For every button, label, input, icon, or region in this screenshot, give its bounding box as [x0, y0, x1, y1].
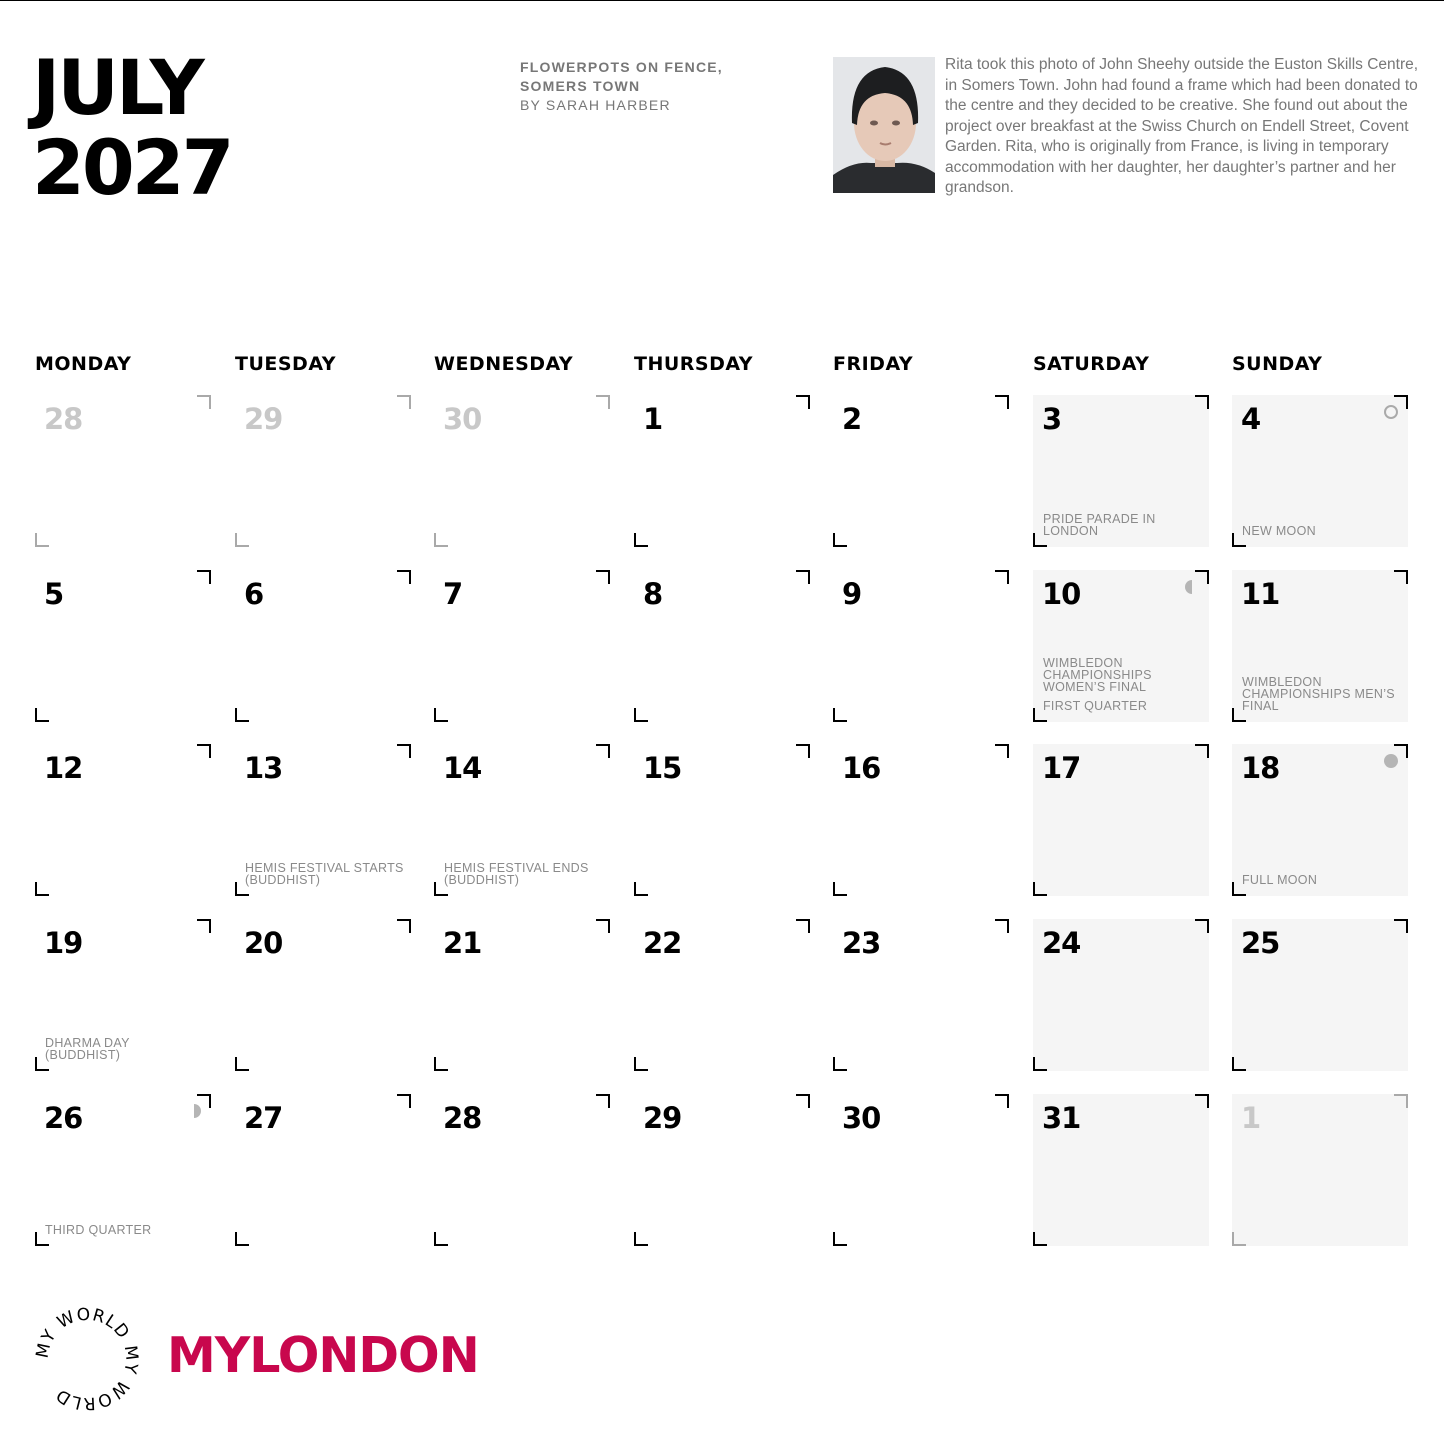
day-number: 18 [1241, 751, 1280, 785]
corner-mark-top-right [1195, 919, 1209, 933]
month-title: JULY [32, 43, 202, 132]
day-number: 28 [44, 402, 83, 436]
corner-mark-top-right [796, 570, 810, 584]
corner-mark-top-right [1394, 570, 1408, 584]
day-cell [634, 919, 810, 1071]
day-number: 7 [443, 577, 463, 611]
corner-mark-bottom-left [434, 1057, 448, 1071]
corner-mark-top-right [397, 919, 411, 933]
corner-mark-bottom-left [1232, 1232, 1246, 1246]
weekday-monday: MONDAY [35, 353, 132, 375]
new-moon-icon [1384, 405, 1398, 419]
event-note-text: NEW MOON [1242, 524, 1316, 538]
corner-mark-top-right [995, 570, 1009, 584]
corner-mark-bottom-left [634, 533, 648, 547]
day-number: 29 [643, 1101, 682, 1135]
day-cell [1232, 1094, 1408, 1246]
day-cell [1033, 570, 1209, 722]
corner-mark-top-right [1394, 1094, 1408, 1108]
corner-mark-bottom-left [1033, 1057, 1047, 1071]
day-cell [235, 395, 411, 547]
day-cell [35, 919, 211, 1071]
moon-phase-note: FIRST QUARTER [1043, 699, 1148, 713]
day-cell [1232, 919, 1408, 1071]
event-note-text: THIRD QUARTER [45, 1223, 152, 1237]
weekday-sunday: SUNDAY [1232, 353, 1323, 375]
corner-mark-bottom-left [235, 1232, 249, 1246]
corner-mark-top-right [596, 1094, 610, 1108]
day-number: 21 [443, 926, 482, 960]
day-cell [434, 395, 610, 547]
corner-mark-bottom-left [833, 708, 847, 722]
day-number: 12 [44, 751, 83, 785]
brand-wordmark: MYLONDON [167, 1327, 479, 1384]
full-moon-icon [1384, 754, 1398, 768]
corner-mark-top-right [397, 744, 411, 758]
corner-mark-top-right [197, 919, 211, 933]
day-cell [833, 570, 1009, 722]
event-note [1043, 657, 1203, 712]
my-world-ring [32, 1304, 142, 1414]
day-number: 1 [643, 402, 663, 436]
day-cell [235, 1094, 411, 1246]
event-note [1043, 513, 1203, 537]
event-note [45, 1037, 205, 1061]
corner-mark-top-right [995, 919, 1009, 933]
day-cell [434, 744, 610, 896]
day-number: 13 [244, 751, 283, 785]
event-note-text: WIMBLEDON CHAMPIONSHIPS WOMEN’S FINAL [1043, 656, 1152, 694]
day-cell [634, 1094, 810, 1246]
day-cell [35, 395, 211, 547]
corner-mark-top-right [995, 1094, 1009, 1108]
day-number: 17 [1042, 751, 1081, 785]
photo-title: FLOWERPOTS ON FENCE, SOMERS TOWN [520, 59, 723, 94]
corner-mark-top-right [796, 919, 810, 933]
corner-mark-top-right [995, 395, 1009, 409]
corner-mark-top-right [197, 744, 211, 758]
corner-mark-bottom-left [1033, 882, 1047, 896]
day-cell [833, 1094, 1009, 1246]
weekday-thursday: THURSDAY [634, 353, 754, 375]
top-rule [0, 0, 1444, 1]
day-cell [434, 570, 610, 722]
event-note-text: DHARMA DAY (BUDDHIST) [45, 1036, 130, 1062]
corner-mark-bottom-left [833, 882, 847, 896]
day-number: 27 [244, 1101, 283, 1135]
corner-mark-top-right [197, 570, 211, 584]
day-number: 25 [1241, 926, 1280, 960]
day-number: 29 [244, 402, 283, 436]
day-number: 16 [842, 751, 881, 785]
day-cell [1232, 395, 1408, 547]
day-number: 9 [842, 577, 862, 611]
day-cell [434, 1094, 610, 1246]
corner-mark-top-right [796, 395, 810, 409]
corner-mark-bottom-left [35, 882, 49, 896]
day-number: 8 [643, 577, 663, 611]
day-cell [1033, 1094, 1209, 1246]
day-number: 22 [643, 926, 682, 960]
day-number: 4 [1241, 402, 1261, 436]
portrait-photo [833, 57, 935, 193]
day-number: 2 [842, 402, 862, 436]
corner-mark-top-right [1195, 395, 1209, 409]
day-number: 15 [643, 751, 682, 785]
year-title: 2027 [32, 123, 232, 212]
day-number: 5 [44, 577, 64, 611]
day-number: 30 [842, 1101, 881, 1135]
day-number: 11 [1241, 577, 1280, 611]
day-number: 10 [1042, 577, 1081, 611]
event-note [245, 862, 405, 886]
weekday-friday: FRIDAY [833, 353, 914, 375]
corner-mark-top-right [397, 395, 411, 409]
corner-mark-bottom-left [634, 882, 648, 896]
event-note-text: HEMIS FESTIVAL ENDS (BUDDHIST) [444, 861, 589, 887]
event-note-text: FULL MOON [1242, 873, 1318, 887]
day-cell [1033, 919, 1209, 1071]
corner-mark-top-right [1195, 570, 1209, 584]
corner-mark-top-right [596, 395, 610, 409]
my-world-logo [32, 1304, 142, 1414]
corner-mark-top-right [995, 744, 1009, 758]
event-note-text: HEMIS FESTIVAL STARTS (BUDDHIST) [245, 861, 404, 887]
day-number: 23 [842, 926, 881, 960]
corner-mark-top-right [397, 570, 411, 584]
corner-mark-top-right [596, 919, 610, 933]
day-number: 1 [1241, 1101, 1261, 1135]
portrait-illustration [833, 57, 935, 193]
weekday-tuesday: TUESDAY [235, 353, 336, 375]
corner-mark-bottom-left [235, 708, 249, 722]
corner-mark-bottom-left [434, 1232, 448, 1246]
first-quarter-moon-icon [1185, 580, 1192, 594]
day-cell [1232, 744, 1408, 896]
corner-mark-bottom-left [634, 1057, 648, 1071]
corner-mark-bottom-left [1232, 1057, 1246, 1071]
day-number: 31 [1042, 1101, 1081, 1135]
day-number: 14 [443, 751, 482, 785]
day-cell [35, 1094, 211, 1246]
corner-mark-bottom-left [235, 1057, 249, 1071]
day-number: 24 [1042, 926, 1081, 960]
corner-mark-top-right [596, 744, 610, 758]
day-number: 26 [44, 1101, 83, 1135]
corner-mark-bottom-left [35, 708, 49, 722]
weekday-wednesday: WEDNESDAY [434, 353, 574, 375]
corner-mark-bottom-left [235, 533, 249, 547]
event-note [1242, 525, 1402, 537]
day-number: 30 [443, 402, 482, 436]
corner-mark-bottom-left [833, 1232, 847, 1246]
day-cell [434, 919, 610, 1071]
corner-mark-bottom-left [1033, 1232, 1047, 1246]
corner-mark-top-right [197, 395, 211, 409]
day-cell [634, 570, 810, 722]
corner-mark-top-right [1394, 919, 1408, 933]
event-note-text: PRIDE PARADE IN LONDON [1043, 512, 1156, 538]
corner-mark-top-right [1195, 744, 1209, 758]
event-note [45, 1224, 205, 1236]
day-cell [35, 570, 211, 722]
day-cell [235, 919, 411, 1071]
corner-mark-bottom-left [434, 708, 448, 722]
day-number: 19 [44, 926, 83, 960]
day-cell [235, 744, 411, 896]
photo-story: Rita took this photo of John Sheehy outside the Euston Skills Centre, in Somers Town. John had found a frame which had been donated to the centre and they decided to be creative. She found out about the project over breakfast at the Swiss Church on Endell Street, Covent Garden. Rita, who is originally from France, is living in temporary accommodation with her daughter, her daughter’s partner and her grandson. [945, 56, 1419, 196]
svg-text:MY WORLD MY WORLD [33, 1305, 142, 1414]
day-cell [634, 395, 810, 547]
corner-mark-top-right [596, 570, 610, 584]
day-number: 20 [244, 926, 283, 960]
day-cell [35, 744, 211, 896]
day-number: 6 [244, 577, 264, 611]
corner-mark-bottom-left [833, 533, 847, 547]
day-cell [634, 744, 810, 896]
day-cell [833, 395, 1009, 547]
corner-mark-bottom-left [833, 1057, 847, 1071]
event-note-text: WIMBLEDON CHAMPIONSHIPS MEN’S FINAL [1242, 675, 1395, 713]
corner-mark-top-right [397, 1094, 411, 1108]
day-cell [235, 570, 411, 722]
corner-mark-top-right [796, 744, 810, 758]
corner-mark-bottom-left [434, 533, 448, 547]
weekday-saturday: SATURDAY [1033, 353, 1150, 375]
day-number: 3 [1042, 402, 1062, 436]
corner-mark-bottom-left [634, 1232, 648, 1246]
day-cell [833, 919, 1009, 1071]
day-cell [833, 744, 1009, 896]
day-cell [1033, 395, 1209, 547]
event-note [1242, 676, 1402, 712]
event-note [1242, 874, 1402, 886]
photo-caption [520, 58, 780, 115]
event-note [444, 862, 604, 886]
corner-mark-top-right [796, 1094, 810, 1108]
day-cell [1033, 744, 1209, 896]
corner-mark-top-right [1195, 1094, 1209, 1108]
day-cell [1232, 570, 1408, 722]
corner-mark-bottom-left [634, 708, 648, 722]
day-number: 28 [443, 1101, 482, 1135]
logo-ring-text: MY WORLD MY WORLD [32, 1304, 142, 1414]
photo-credit: BY SARAH HARBER [520, 97, 671, 113]
corner-mark-bottom-left [35, 533, 49, 547]
